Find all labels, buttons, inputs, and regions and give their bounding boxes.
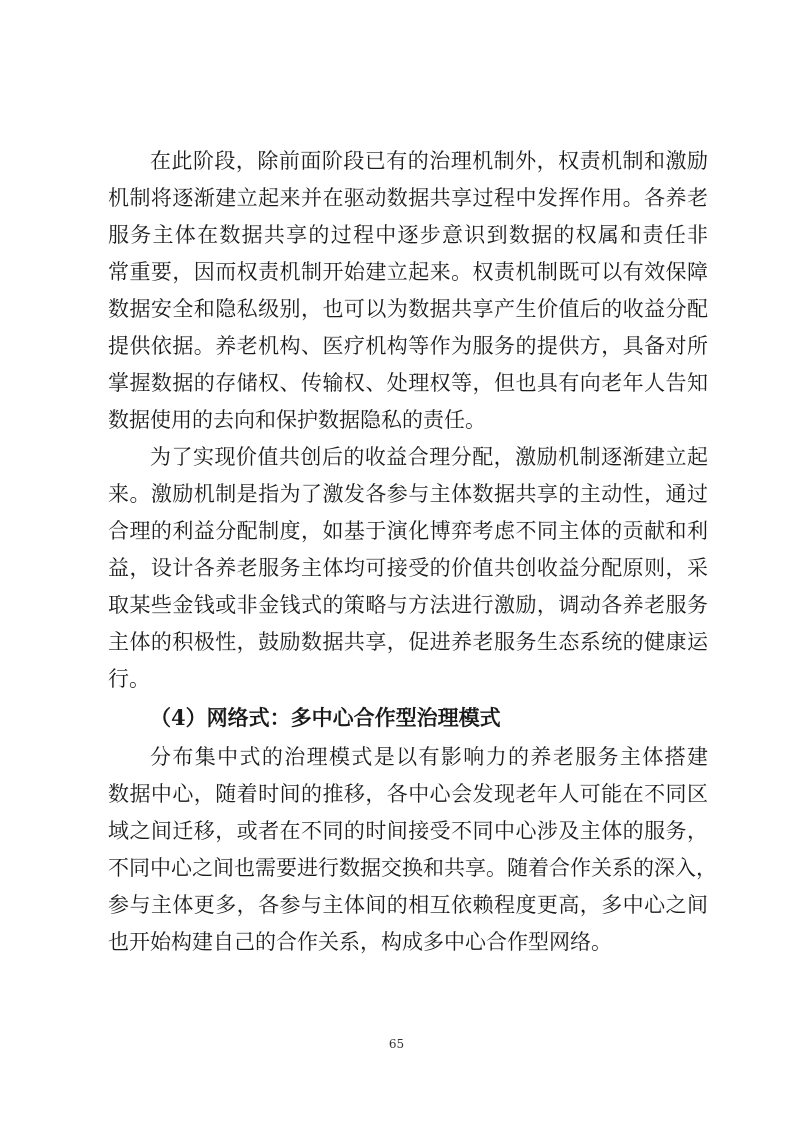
paragraph-2-line-5: 取某些金钱或非金钱式的策略与方法进行激励，调动各养老服务 xyxy=(108,593,708,617)
paragraph-3-line-6: 也开始构建自己的合作关系，构成多中心合作型网络。 xyxy=(108,930,612,954)
paragraph-2-line-3: 合理的利益分配制度，如基于演化博弈考虑不同主体的贡献和利 xyxy=(108,519,708,543)
paragraph-2-line-7: 行。 xyxy=(108,667,150,691)
paragraph-1-line-2: 机制将逐渐建立起来并在驱动数据共享过程中发挥作用。各养老 xyxy=(108,186,708,210)
paragraph-1-line-3: 服务主体在数据共享的过程中逐步意识到数据的权属和责任非 xyxy=(108,223,708,247)
page-number: 65 xyxy=(388,1037,405,1051)
section-heading: （4）网络式：多中心合作型治理模式 xyxy=(150,705,501,730)
paragraph-1-line-4: 常重要，因而权责机制开始建立起来。权责机制既可以有效保障 xyxy=(108,260,708,284)
paragraph-3-line-2: 数据中心，随着时间的推移，各中心会发现老年人可能在不同区 xyxy=(108,782,708,806)
paragraph-2-line-2: 来。激励机制是指为了激发各参与主体数据共享的主动性，通过 xyxy=(108,482,708,506)
paragraph-3-line-1: 分布集中式的治理模式是以有影响力的养老服务主体搭建 xyxy=(150,745,708,769)
paragraph-1-line-6: 提供依据。养老机构、医疗机构等作为服务的提供方，具备对所 xyxy=(108,334,708,358)
paragraph-2-line-6: 主体的积极性，鼓励数据共享，促进养老服务生态系统的健康运 xyxy=(108,630,708,654)
paragraph-2-line-1: 为了实现价值共创后的收益合理分配，激励机制逐渐建立起 xyxy=(150,445,708,469)
paragraph-2-line-4: 益，设计各养老服务主体均可接受的价值共创收益分配原则，采 xyxy=(108,556,708,580)
paragraph-1-line-8: 数据使用的去向和保护数据隐私的责任。 xyxy=(108,408,486,432)
paragraph-3-line-5: 参与主体更多，各参与主体间的相互依赖程度更高，多中心之间 xyxy=(108,893,708,917)
paragraph-3-line-3: 域之间迁移，或者在不同的时间接受不同中心涉及主体的服务， xyxy=(108,819,708,843)
paragraph-3-line-4: 不同中心之间也需要进行数据交换和共享。随着合作关系的深入， xyxy=(108,856,717,880)
paragraph-1-line-5: 数据安全和隐私级别，也可以为数据共享产生价值后的收益分配 xyxy=(108,297,708,321)
paragraph-1-line-7: 掌握数据的存储权、传输权、处理权等，但也具有向老年人告知 xyxy=(108,371,708,395)
paragraph-1-line-1: 在此阶段，除前面阶段已有的治理机制外，权责机制和激励 xyxy=(150,149,708,173)
